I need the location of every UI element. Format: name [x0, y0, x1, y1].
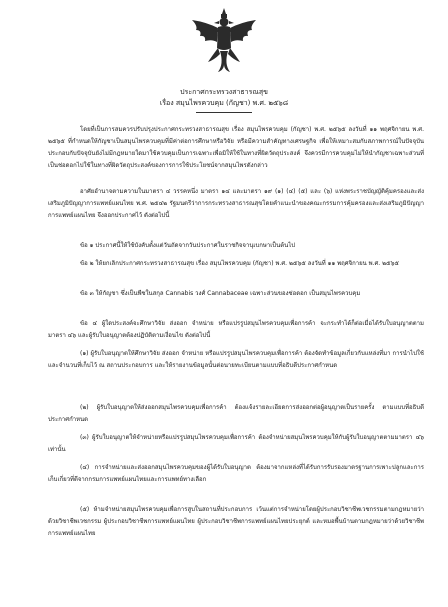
- condition-5: (๕) ห้ามจำหน่ายสมุนไพรควบคุมเพื่อการสูบในสถานที่ประกอบการ เว้นแต่การจำหน่ายโดยผู้ประกอบวิชาชีพเวชกรรมตามกฎหมายว่าด้วยวิชาชีพเวชกรรม ผู้ประกอบวิชาชีพการแพทย์แผนไทย ผู้ประกอบวิชาชีพการแพทย์แผนไทยประยุกต์ และหมอพื้นบ้านตามกฎหมายว่าด้วยวิชาชีพการแพทย์แผนไทย: [48, 506, 424, 537]
- condition-3: (๓) ผู้รับใบอนุญาตให้จำหน่ายหรือแปรรูปสมุนไพรควบคุมเพื่อการค้า ต้องจำหน่ายสมุนไพรควบคุมให้กับผู้รับใบอนุญาตตามมาตรา ๔๖ เท่านั้น: [48, 434, 424, 453]
- condition-1: (๑) ผู้รับใบอนุญาตให้ศึกษาวิจัย ส่งออก จำหน่าย หรือแปรรูปสมุนไพรควบคุมเพื่อการค้า ต้องจัดทำข้อมูลเกี่ยวกับแหล่งที่มา การนำไปใช้ และจำนวนที่เก็บไว้ ณ สถานประกอบการ และให้รายงานข้อมูลนั้นต่อนายทะเบียนตามแบบที่อธิบดีประกาศกำหนด: [48, 350, 424, 369]
- clause-1: ข้อ ๑ ประกาศนี้ให้ใช้บังคับตั้งแต่วันถัดจากวันประกาศในราชกิจจานุเบกษาเป็นต้นไป: [80, 242, 296, 249]
- garuda-emblem-icon: [188, 6, 260, 76]
- authority-paragraph: อาศัยอำนาจตามความในมาตรา ๔ วรรคหนึ่ง มาตรา ๑๔ และมาตรา ๑๙ (๑) (๔) (๕) และ (๖) แห่งพระราชบัญญัติคุ้มครองและส่งเสริมภูมิปัญญาการแพทย์แผนไทย พ.ศ. ๒๕๔๒ รัฐมนตรีว่าการกระทรวงสาธารณสุขโดยคำแนะนำของคณะกรรมการคุ้มครองและส่งเสริมภูมิปัญญาการแพทย์แผนไทย จึงออกประกาศไว้ ดังต่อไปนี้: [48, 188, 424, 219]
- issuer-title: ประกาศกระทรวงสาธารณสุข: [180, 88, 268, 96]
- header-divider: [196, 112, 252, 113]
- clause-2: ข้อ ๒ ให้ยกเลิกประกาศกระทรวงสาธารณสุข เรื่อง สมุนไพรควบคุม (กัญชา) พ.ศ. ๒๕๖๕ ลงวันที่ ๑๑ พฤศจิกายน พ.ศ. ๒๕๖๕: [80, 260, 399, 267]
- document-subject: เรื่อง สมุนไพรควบคุม (กัญชา) พ.ศ. ๒๕๖๘: [159, 99, 289, 107]
- condition-2: (๒) ผู้รับใบอนุญาตให้ส่งออกสมุนไพรควบคุมเพื่อการค้า ต้องแจ้งรายละเอียดการส่งออกต่อผู้อนุญาตเป็นรายครั้ง ตามแบบที่อธิบดีประกาศกำหนด: [48, 404, 424, 423]
- preamble-paragraph: โดยที่เป็นการสมควรปรับปรุงประกาศกระทรวงสาธารณสุข เรื่อง สมุนไพรควบคุม (กัญชา) พ.ศ. ๒๕๖๕ ลงวันที่ ๑๑ พฤศจิกายน พ.ศ. ๒๕๖๕ ที่กำหนดให้กัญชาเป็นสมุนไพรควบคุมที่มีค่าต่อการศึกษาหรือวิจัย หรือมีความสำคัญทางเศรษฐกิจ เพื่อให้เหมาะสมกับสภาพการณ์ในปัจจุบันประกอบกับปัจจุบันยังไม่มีกฎหมายใดมาใช้ควบคุมเป็นการเฉพาะเพื่อมิให้ใช้ในทางที่ผิดวัตถุประสงค์ จึงควรมีการควบคุมไม่ให้นำกัญชาเฉพาะส่วนที่เป็นช่อดอกไปใช้ในทางที่ผิดวัตถุประสงค์ของการการใช้ประโยชน์จากสมุนไพรดังกล่าว: [48, 126, 424, 169]
- clause-3: ข้อ ๓ ให้กัญชา ซึ่งเป็นพืชในสกุล Cannabis วงศ์ Cannabaceae เฉพาะส่วนของช่อดอก เป็นสมุนไพรควบคุม: [80, 290, 361, 297]
- condition-4: (๔) การจำหน่ายและส่งออกสมุนไพรควบคุมของผู้ได้รับใบอนุญาต ต้องมาจากแหล่งที่ได้รับการรับรองมาตรฐานการเพาะปลูกและการเก็บเกี่ยวที่ดีจากกรมการแพทย์แผนไทยและการแพทย์ทางเลือก: [48, 464, 424, 483]
- clause-4: ข้อ ๔ ผู้ใดประสงค์จะศึกษาวิจัย ส่งออก จำหน่าย หรือแปรรูปสมุนไพรควบคุมเพื่อการค้า จะกระทำได้ก็ต่อเมื่อได้รับใบอนุญาตตามมาตรา ๔๖ และผู้รับใบอนุญาตต้องปฏิบัติตามเงื่อนไข ดังต่อไปนี้: [48, 320, 424, 339]
